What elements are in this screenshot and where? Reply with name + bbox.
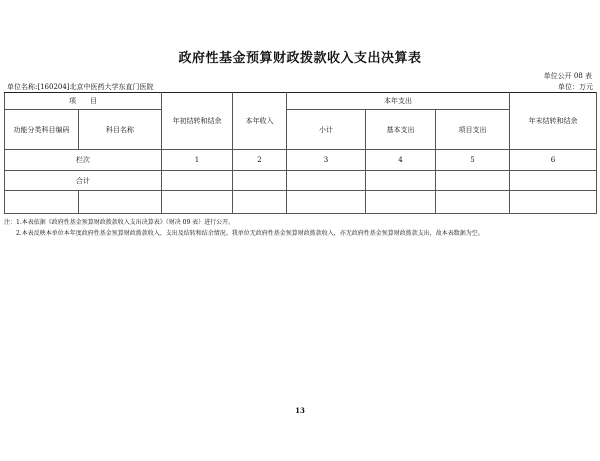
table-cell [79,191,162,214]
unit-name: 单位名称:[160204]北京中医药大学东直门医院 [7,83,154,91]
money-unit: 单位：万元 [558,83,593,91]
note-2: 2.本表反映本单位本年度政府性基金预算财政拨款收入、支出及结转和结余情况。我单位无政府性基金预算财政拨款收入，亦无政府性基金预算财政拨款支出，故本表数据为空。 [16,230,484,237]
total-row [5,171,597,191]
header-closing-balance: 年末结转和结余 [510,93,597,150]
header-item: 项 目 [5,93,162,110]
table-cell [287,191,366,214]
header-subtotal: 小计 [287,110,366,150]
table-cell [5,191,79,214]
header-func-code: 功能分类科目编码 [5,110,79,150]
table-cell [510,171,597,191]
table-cell [162,191,233,214]
table-cell [233,191,287,214]
column-number: 6 [510,150,597,171]
table-cell [510,191,597,214]
column-number: 5 [436,150,510,171]
column-number: 1 [162,150,233,171]
header-basic-expense: 基本支出 [366,110,436,150]
header-opening-balance: 年初结转和结余 [162,93,233,150]
table-cell [233,171,287,191]
table-cell [366,171,436,191]
column-number: 4 [366,150,436,171]
document-title: 政府性基金预算财政拨款收入支出决算表 [178,51,422,66]
column-number-label: 栏次 [5,150,162,171]
total-label: 合计 [5,171,162,191]
table-row [5,191,597,214]
header-project-expense: 项目支出 [436,110,510,150]
column-number: 3 [287,150,366,171]
header-subject-name: 科目名称 [79,110,162,150]
column-number: 2 [233,150,287,171]
table-cell [436,171,510,191]
table-header-row-2 [5,110,597,150]
page-number: 13 [295,406,305,415]
header-current-expense: 本年支出 [287,93,510,110]
column-number-row [5,150,597,171]
header-current-income: 本年收入 [233,93,287,150]
notes [4,217,484,239]
table-header-row-1 [5,93,597,110]
note-1: 注：1.本表依据《政府性基金预算财政拨款收入支出决算表》（财决 09 表）进行公开。 [4,219,235,226]
expenditure-table [4,92,597,214]
table-cell [366,191,436,214]
form-number: 单位公开 08 表 [543,72,592,80]
table-cell [436,191,510,214]
table-cell [162,171,233,191]
table-cell [287,171,366,191]
